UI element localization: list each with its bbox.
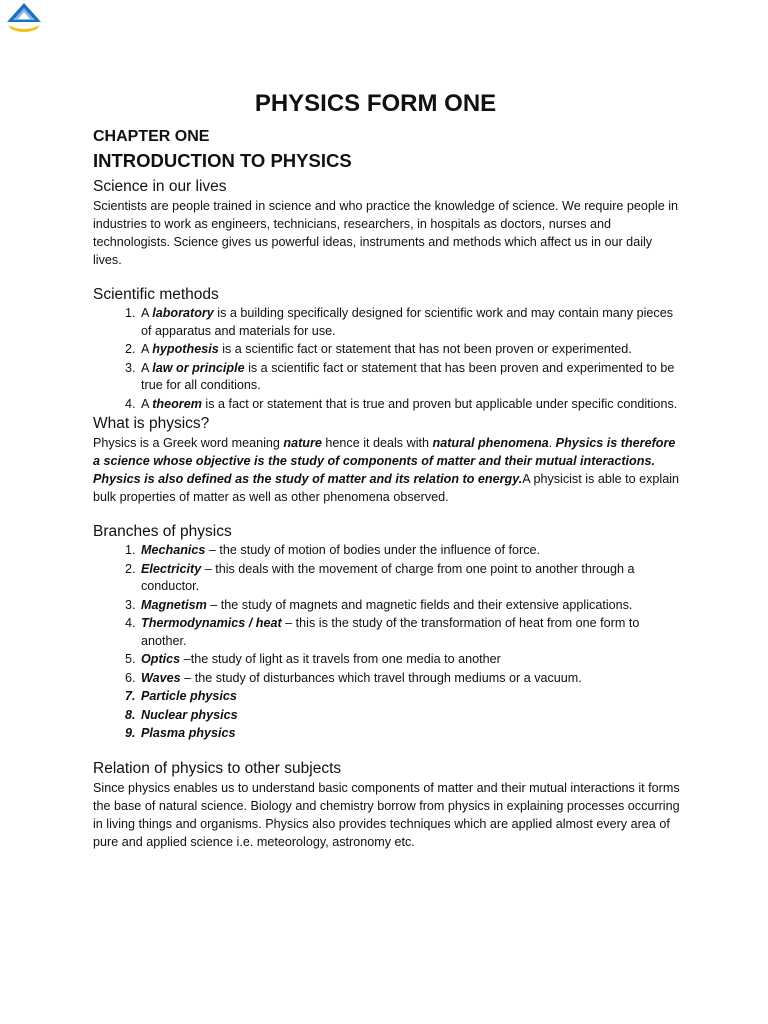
branch-term: Optics <box>141 652 181 666</box>
page-title: PHYSICS FORM ONE <box>254 90 497 117</box>
list-item: 2. Electricity – this deals with the movement of charge from one point to another through a conductor. <box>139 561 683 596</box>
defined-term: law or principle <box>152 360 245 375</box>
list-item: 1. A laboratory is a building specifically designed for scientific work and may contain many pieces of apparatus and materials for use. <box>139 305 683 340</box>
list-item: 2. A hypothesis is a scientific fact or statement that has not been proven or experimented. <box>139 341 683 359</box>
defined-term: theorem <box>152 396 202 411</box>
what-is-physics-paragraph: Physics is a Greek word meaning nature hence it deals with natural phenomena. Physics is therefore a science whose objective is the study of components of matter and their mutual interactions. Physics is also defined as the study of matter and its relation to energy.A physicist is able to explain bulk properties of matter as well as other phenomena observed. <box>93 436 680 504</box>
defined-term: laboratory <box>152 306 214 320</box>
document-page <box>93 90 683 851</box>
branch-term: Thermodynamics / heat <box>141 616 282 630</box>
branch-term: Nuclear physics <box>141 707 238 722</box>
list-item <box>139 707 683 725</box>
branch-term: Mechanics <box>141 543 206 557</box>
section-heading-relation: Relation of physics to other subjects <box>93 759 342 777</box>
list-item: 3. A law or principle is a scientific fact or statement that has been proven and experimented to be true for all conditions. <box>139 360 683 395</box>
list-item <box>139 725 683 743</box>
branch-term: Magnetism <box>141 597 207 612</box>
section-heading-branches: Branches of physics <box>93 523 232 540</box>
branch-term: Plasma physics <box>141 726 236 740</box>
section-heading-science: Science in our lives <box>93 178 227 195</box>
defined-term: hypothesis <box>152 342 219 356</box>
science-paragraph: Scientists are people trained in science and who practice the knowledge of science. We require people in industries to work as engineers, technicians, researchers, in hospitals as doctors, nurses and technologists. Science gives us powerful ideas, instruments and methods which affect us in our daily lives. <box>93 199 679 267</box>
chapter-label: CHAPTER ONE <box>93 128 210 145</box>
chapter-title: INTRODUCTION TO PHYSICS <box>93 150 352 171</box>
list-item: 6. Waves – the study of disturbances which travel through mediums or a vacuum. <box>139 670 683 688</box>
branch-term: Electricity <box>141 561 202 576</box>
list-item: 4. A theorem is a fact or statement that is true and proven but applicable under specific conditions. <box>139 396 683 414</box>
branch-term: Particle physics <box>141 689 237 703</box>
section-heading-methods: Scientific methods <box>93 286 219 303</box>
branches-list <box>93 542 683 743</box>
list-item <box>139 688 683 706</box>
list-item: 3. Magnetism – the study of magnets and magnetic fields and their extensive applications. <box>139 597 683 615</box>
publisher-logo-icon <box>4 2 44 34</box>
section-heading-what-is-physics: What is physics? <box>93 415 210 432</box>
list-item: 4. Thermodynamics / heat – this is the study of the transformation of heat from one form to another. <box>139 615 683 650</box>
methods-list <box>93 305 683 413</box>
branch-term: Waves <box>141 670 181 685</box>
list-item: 5. Optics –the study of light as it travels from one media to another <box>139 651 683 669</box>
relation-paragraph: Since physics enables us to understand basic components of matter and their mutual interactions it forms the base of natural science. Biology and chemistry borrow from physics in explaining processes occurring in living things and organisms. Physics also provides techniques which are applied almost every area of pure and applied science i.e. meteorology, astronomy etc. <box>93 780 680 849</box>
list-item: 1. Mechanics – the study of motion of bodies under the influence of force. <box>139 542 683 560</box>
